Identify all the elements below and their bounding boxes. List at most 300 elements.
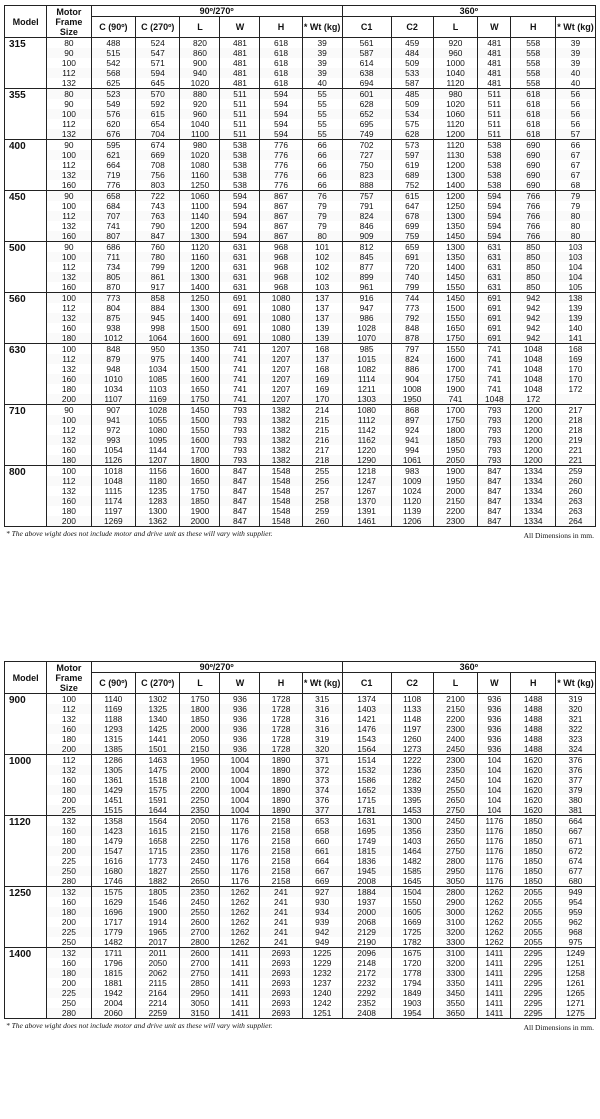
L-cell: 3100 [433,917,477,927]
c90-cell: 938 [91,323,135,333]
H-cell: 241 [260,907,302,917]
W-cell: 741 [478,374,511,384]
wt-cell: 102 [302,272,342,282]
W-cell: 538 [478,140,511,151]
c2-cell: 1061 [391,455,433,466]
frame-cell: 90 [47,242,91,253]
L-cell: 1500 [180,415,220,425]
frame-cell: 250 [47,866,91,876]
c1-cell: 1070 [342,333,391,344]
W-cell: 793 [478,445,511,455]
frame-cell: 112 [47,704,91,714]
H-cell: 867 [260,231,302,242]
W-cell: 936 [220,734,260,744]
L-cell: 2450 [433,744,477,755]
L-cell: 2350 [433,765,477,775]
frame-cell: 160 [47,724,91,734]
c270-cell: 1283 [136,496,180,506]
H-cell: 618 [511,89,555,100]
frame-cell: 132 [47,714,91,724]
c2-cell: 575 [391,119,433,129]
H-cell: 1620 [511,775,555,785]
W-cell: 594 [478,231,511,242]
L-cell: 1600 [180,466,220,477]
c270-cell: 1575 [136,785,180,795]
W-cell: 1411 [220,978,260,988]
wt-cell: 975 [555,937,595,948]
wt-cell: 80 [555,231,595,242]
header-H-360: H [511,17,555,38]
H-cell: 1890 [260,785,302,795]
wt-cell: 1242 [302,998,342,1008]
W-cell: 741 [220,354,260,364]
H-cell: 1334 [511,506,555,516]
L-cell: 3300 [433,937,477,948]
c270-cell: 1546 [136,897,180,907]
H-cell: 1620 [511,755,555,766]
wt-cell: 1237 [302,978,342,988]
table-row [5,998,596,1008]
spec-table-2 [4,661,596,1019]
c2-cell: 1300 [391,816,433,827]
W-cell: 741 [220,374,260,384]
H-cell: 968 [260,272,302,282]
table-row [5,876,596,887]
wt-cell: 319 [302,734,342,744]
wt-cell: 67 [555,150,595,160]
c90-cell: 1286 [91,755,135,766]
wt-cell: 214 [302,405,342,416]
W-cell: 793 [220,415,260,425]
c270-cell: 858 [136,293,180,304]
H-cell: 1890 [260,795,302,805]
L-cell: 2150 [433,496,477,506]
W-cell: 481 [478,48,511,58]
wt-cell: 137 [302,313,342,323]
W-cell: 741 [478,364,511,374]
H-cell: 2693 [260,998,302,1008]
H-cell: 1620 [511,805,555,816]
c2-cell: 878 [391,333,433,344]
table-row [5,724,596,734]
c2-cell: 1950 [391,394,433,405]
c270-cell: 1827 [136,866,180,876]
L-cell: 1650 [180,476,220,486]
W-cell: 1262 [478,907,511,917]
model-cell: 500 [5,242,47,293]
c270-cell: 917 [136,282,180,293]
c90-cell: 1361 [91,775,135,785]
L-cell: 2700 [180,927,220,937]
c90-cell: 684 [91,201,135,211]
L-cell: 1200 [433,160,477,170]
table-row [5,516,596,527]
table-row [5,262,596,272]
H-cell: 776 [260,170,302,180]
c1-cell: 1142 [342,425,391,435]
W-cell: 481 [478,78,511,89]
c1-cell: 1586 [342,775,391,785]
table-row [5,466,596,477]
W-cell: 1176 [220,826,260,836]
c90-cell: 879 [91,354,135,364]
H-cell: 594 [260,89,302,100]
wt-cell: 320 [555,704,595,714]
c90-cell: 1451 [91,795,135,805]
frame-cell: 160 [47,897,91,907]
wt-cell: 80 [302,231,342,242]
model-cell: 1400 [5,948,47,1019]
H-cell: 2158 [260,876,302,887]
H-cell: 1850 [511,846,555,856]
table-row [5,694,596,705]
W-cell: 511 [220,99,260,109]
frame-cell: 180 [47,384,91,394]
H-cell: 241 [260,897,302,907]
H-cell: 2158 [260,846,302,856]
L-cell: 2450 [180,856,220,866]
L-cell: 1250 [180,293,220,304]
table-row [5,887,596,898]
wt-cell: 168 [302,364,342,374]
c1-cell: 1303 [342,394,391,405]
H-cell: 1207 [260,394,302,405]
c1-cell: 1461 [342,516,391,527]
L-cell: 820 [180,38,220,49]
c2-cell: 1356 [391,826,433,836]
table-row [5,836,596,846]
H-cell: 1548 [260,466,302,477]
L-cell: 1400 [433,262,477,272]
H-cell: 968 [260,262,302,272]
wt-cell: 1258 [555,968,595,978]
L-cell: 1950 [433,476,477,486]
H-cell: 766 [511,221,555,231]
L-cell: 860 [180,48,220,58]
H-cell: 1620 [511,765,555,775]
W-cell: 1176 [220,876,260,887]
wt-cell: 371 [302,755,342,766]
c2-cell: 897 [391,415,433,425]
H-cell: 1382 [260,445,302,455]
L-cell: 1550 [433,313,477,323]
c270-cell: 1715 [136,846,180,856]
W-cell: 538 [478,160,511,170]
frame-cell: 180 [47,455,91,466]
table-row [5,506,596,516]
c2-cell: 1550 [391,897,433,907]
H-cell: 1048 [511,354,555,364]
W-cell: 691 [220,333,260,344]
c2-cell: 678 [391,211,433,221]
W-cell: 538 [220,180,260,191]
W-cell: 741 [220,394,260,405]
W-cell: 538 [478,180,511,191]
c1-cell: 1749 [342,836,391,846]
H-cell: 241 [260,937,302,948]
L-cell: 1020 [433,99,477,109]
frame-cell: 132 [47,887,91,898]
c2-cell: 1903 [391,998,433,1008]
c90-cell: 1034 [91,384,135,394]
wt-cell: 79 [555,191,595,202]
c90-cell: 907 [91,405,135,416]
c270-cell: 1064 [136,333,180,344]
c90-cell: 804 [91,303,135,313]
L-cell: 2200 [433,714,477,724]
W-cell: 481 [478,58,511,68]
H-cell: 1488 [511,744,555,755]
W-cell: 793 [478,455,511,466]
table-row [5,384,596,394]
c2-cell: 1395 [391,795,433,805]
L-cell: 1650 [433,323,477,333]
W-cell: 847 [220,516,260,527]
H-cell: 1334 [511,486,555,496]
L-cell: 1400 [180,282,220,293]
L-cell: 1700 [433,405,477,416]
frame-cell: 112 [47,476,91,486]
frame-cell: 132 [47,129,91,140]
L-cell: 1250 [180,180,220,191]
L-cell: 2700 [180,958,220,968]
c90-cell: 542 [91,58,135,68]
H-cell: 850 [511,272,555,282]
W-cell: 741 [220,364,260,374]
c90-cell: 576 [91,109,135,119]
W-cell: 936 [220,704,260,714]
c270-cell: 780 [136,252,180,262]
L-cell: 2650 [180,876,220,887]
table-row [5,160,596,170]
frame-cell: 160 [47,374,91,384]
table-row [5,109,596,119]
wt-cell: 103 [302,282,342,293]
H-cell: 618 [260,68,302,78]
c90-cell: 1140 [91,694,135,705]
W-cell: 793 [220,435,260,445]
c1-cell: 2129 [342,927,391,937]
H-cell: 968 [260,252,302,262]
W-cell: 847 [220,506,260,516]
header-c270-90: C (270º) [136,673,180,694]
table-row [5,323,596,333]
c2-cell: 1009 [391,476,433,486]
table-row [5,150,596,160]
frame-cell: 90 [47,405,91,416]
c2-cell: 1605 [391,907,433,917]
c2-cell: 509 [391,99,433,109]
c90-cell: 1174 [91,496,135,506]
table-row [5,907,596,917]
W-cell: 631 [478,272,511,282]
wt-cell: 79 [302,211,342,221]
c2-cell: 1453 [391,805,433,816]
L-cell: 3100 [433,948,477,959]
c1-cell: 1112 [342,415,391,425]
table-row [5,744,596,755]
L-cell: 2000 [180,724,220,734]
wt-cell: 170 [302,394,342,405]
W-cell: 847 [478,466,511,477]
c270-cell: 1475 [136,765,180,775]
c90-cell: 523 [91,89,135,100]
frame-cell: 112 [47,262,91,272]
L-cell: 2550 [180,866,220,876]
L-cell: 1900 [433,466,477,477]
L-cell: 1200 [433,129,477,140]
W-cell: 1411 [478,948,511,959]
wt-cell: 959 [555,907,595,917]
H-cell: 2158 [260,866,302,876]
c2-cell: 1504 [391,887,433,898]
c1-cell: 986 [342,313,391,323]
H-cell: 850 [511,242,555,253]
H-cell: 766 [511,231,555,242]
L-cell: 1060 [180,191,220,202]
frame-cell: 132 [47,272,91,282]
W-cell: 1411 [220,988,260,998]
frame-cell: 90 [47,48,91,58]
W-cell: 538 [478,150,511,160]
c270-cell: 1340 [136,714,180,724]
frame-cell: 100 [47,150,91,160]
H-cell: 1382 [260,405,302,416]
c1-cell: 1945 [342,866,391,876]
L-cell: 1000 [433,58,477,68]
c90-cell: 773 [91,293,135,304]
table-row [5,435,596,445]
H-cell: 241 [260,887,302,898]
table-row [5,1008,596,1019]
wt-cell: 55 [302,129,342,140]
H-cell: 618 [511,109,555,119]
wt-cell: 667 [302,866,342,876]
c90-cell: 515 [91,48,135,58]
wt-cell: 55 [302,89,342,100]
header-wt-90: * Wt (kg) [302,673,342,694]
c1-cell: 1543 [342,734,391,744]
c2-cell: 1133 [391,704,433,714]
c270-cell: 1441 [136,734,180,744]
c90-cell: 664 [91,160,135,170]
H-cell: 2158 [260,836,302,846]
table-row [5,826,596,836]
wt-cell: 1240 [302,988,342,998]
c2-cell: 904 [391,374,433,384]
H-cell: 1890 [260,805,302,816]
wt-cell: 80 [555,221,595,231]
L-cell: 2200 [180,785,220,795]
H-cell: 2295 [511,988,555,998]
H-cell: 776 [260,180,302,191]
model-cell: 450 [5,191,47,242]
c2-cell: 1720 [391,958,433,968]
c270-cell: 998 [136,323,180,333]
c90-cell: 1126 [91,455,135,466]
c270-cell: 1207 [136,455,180,466]
frame-cell: 100 [47,344,91,355]
c1-cell: 985 [342,344,391,355]
table-row [5,795,596,805]
header-c2-360: C2 [391,673,433,694]
H-cell: 558 [511,78,555,89]
c270-cell: 1169 [136,394,180,405]
L-cell: 2650 [433,836,477,846]
c2-cell: 509 [391,58,433,68]
c2-cell: 1585 [391,866,433,876]
table-row [5,775,596,785]
c1-cell: 695 [342,119,391,129]
c2-cell: 797 [391,344,433,355]
wt-cell: 170 [555,374,595,384]
L-cell: 1850 [180,714,220,724]
W-cell: 104 [478,765,511,775]
L-cell: 1300 [433,211,477,221]
c270-cell: 884 [136,303,180,313]
H-cell: 2158 [260,856,302,866]
W-cell: 1176 [478,816,511,827]
c2-cell: 1273 [391,744,433,755]
L-cell: 1550 [433,344,477,355]
wt-cell: 1225 [302,948,342,959]
frame-cell: 112 [47,160,91,170]
W-cell: 511 [220,129,260,140]
L-cell: 2600 [180,948,220,959]
frame-cell: 160 [47,323,91,333]
W-cell: 1176 [220,866,260,876]
table-row [5,486,596,496]
table-row [5,856,596,866]
L-cell: 1200 [180,221,220,231]
W-cell: 1004 [220,785,260,795]
H-cell: 942 [511,333,555,344]
L-cell: 2300 [433,755,477,766]
W-cell: 631 [220,262,260,272]
wt-cell: 661 [302,846,342,856]
c90-cell: 1746 [91,876,135,887]
W-cell: 538 [478,170,511,180]
W-cell: 741 [478,354,511,364]
c1-cell: 2190 [342,937,391,948]
W-cell: 594 [478,211,511,221]
c2-cell: 628 [391,129,433,140]
table-row [5,968,596,978]
wt-cell: 217 [302,445,342,455]
wt-cell: 217 [555,405,595,416]
table-row [5,937,596,948]
c2-cell: 868 [391,405,433,416]
W-cell: 511 [478,129,511,140]
L-cell: 1020 [180,150,220,160]
c1-cell: 1884 [342,887,391,898]
c90-cell: 1616 [91,856,135,866]
L-cell: 2050 [433,455,477,466]
L-cell: 1100 [180,201,220,211]
wt-cell: 40 [302,78,342,89]
H-cell: 2055 [511,907,555,917]
table-row [5,714,596,724]
table-row [5,221,596,231]
c270-cell: 1463 [136,755,180,766]
c1-cell: 694 [342,78,391,89]
H-cell: 1890 [260,775,302,785]
W-cell: 1176 [478,836,511,846]
frame-cell: 132 [47,78,91,89]
wt-cell: 66 [555,140,595,151]
c1-cell: 1028 [342,323,391,333]
c90-cell: 1717 [91,917,135,927]
